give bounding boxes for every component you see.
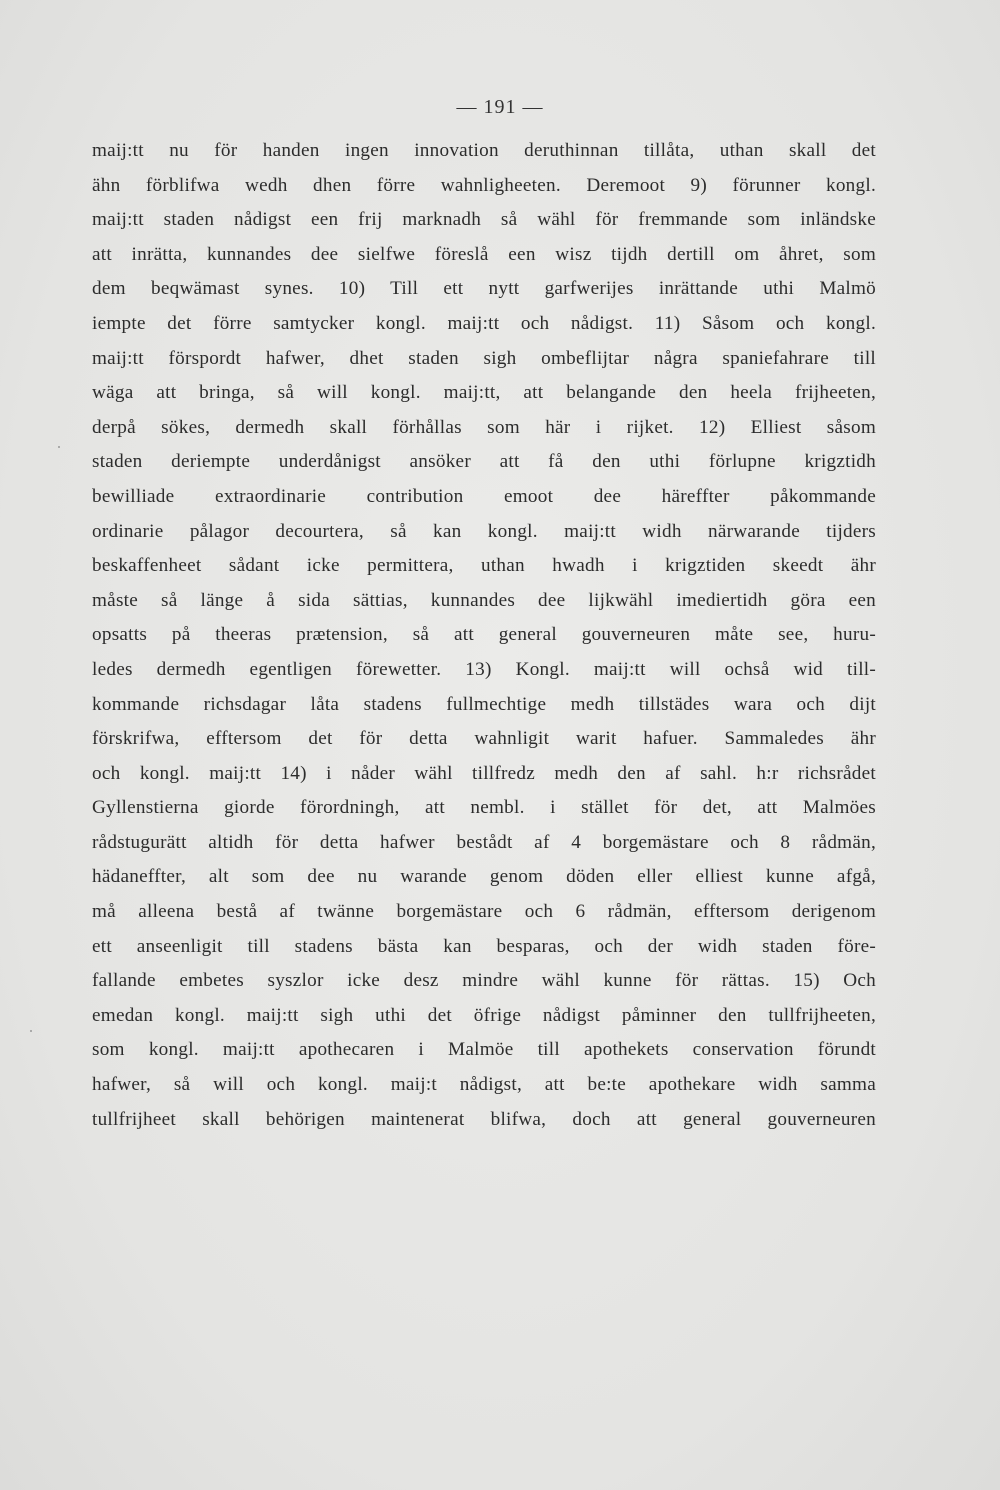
text-line: som kongl. maij:tt apothecaren i Malmöe till apothekets conservation förundt — [92, 1039, 876, 1061]
text-line: ledes dermedh egentligen förewetter. 13) Kongl. maij:tt will ochså wid till- — [92, 658, 876, 680]
text-line: att inrätta, kunnandes dee sielfwe föreslå een wisz tijdh dertill om åhret, som — [92, 243, 876, 265]
text-line: iempte det förre samtycker kongl. maij:tt och nådigst. 11) Såsom och kongl. — [92, 312, 876, 334]
text-line: opsatts på theeras prætension, så att general gouverneuren måte see, huru- — [92, 624, 876, 646]
text-line: rådstugurätt altidh för detta hafwer bestådt af 4 borgemästare och 8 rådmän, — [92, 831, 876, 853]
text-line: ett anseenligit till stadens bästa kan besparas, och der widh staden före- — [92, 935, 876, 957]
text-line: fallande embetes syszlor icke desz mindre wähl kunne för rättas. 15) Och — [92, 970, 876, 992]
text-line: kommande richsdagar låta stadens fullmechtige medh tillstädes wara och dijt — [92, 693, 876, 715]
text-line: ähn förblifwa wedh dhen förre wahnligheeten. Deremoot 9) förunner kongl. — [92, 174, 876, 196]
text-line: och kongl. maij:tt 14) i nåder wähl tillfredz medh den af sahl. h:r richsrådet — [92, 762, 876, 784]
text-line: staden deriempte underdånigst ansöker att få den uthi förlupne krigztidh — [92, 451, 876, 473]
text-line: måste så länge å sida sättias, kunnandes dee lijkwähl imediertidh göra een — [92, 589, 876, 611]
page-number: — 191 — — [456, 96, 544, 118]
paper-speck — [58, 446, 60, 448]
text-line: tullfrijheet skall behörigen maintenerat blifwa, doch att general gouverneuren — [92, 1108, 876, 1130]
text-line: förskrifwa, efftersom det för detta wahnligit warit hafuer. Sammaledes ähr — [92, 728, 876, 750]
text-line: maij:tt nu för handen ingen innovation deruthinnan tillåta, uthan skall det — [92, 140, 876, 161]
text-line: må alleena bestå af twänne borgemästare och 6 rådmän, efftersom derigenom — [92, 901, 876, 923]
text-line: ordinarie pålagor decourtera, så kan kongl. maij:tt widh närwarande tijders — [92, 520, 876, 542]
text-line: maij:tt förspordt hafwer, dhet staden sigh ombeflijtar några spaniefahrare till — [92, 347, 876, 369]
text-line: emedan kongl. maij:tt sigh uthi det öfrige nådigst påminner den tullfrijheeten, — [92, 1004, 876, 1026]
text-line: wäga att bringa, så will kongl. maij:tt, att belangande den heela frijheeten, — [92, 382, 876, 404]
text-line: dem beqwämast synes. 10) Till ett nytt garfwerijes inrättande uthi Malmö — [92, 278, 876, 300]
text-line: maij:tt staden nådigst een frij marknadh så wähl för fremmande som inländske — [92, 209, 876, 231]
text-line: bewilliade extraordinarie contribution emoot dee häreffter påkommande — [92, 485, 876, 507]
text-line: hafwer, så will och kongl. maij:t nådigst, att be:te apothekare widh samma — [92, 1074, 876, 1096]
text-line: hädaneffter, alt som dee nu warande genom döden eller elliest kunne afgå, — [92, 866, 876, 888]
text-line: beskaffenheet sådant icke permittera, uthan hwadh i krigztiden skeedt ähr — [92, 555, 876, 577]
body-text — [92, 134, 876, 1137]
paper-speck — [30, 1030, 32, 1032]
text-line: derpå sökes, dermedh skall förhållas som här i rijket. 12) Elliest såsom — [92, 416, 876, 438]
text-line: Gyllenstierna giorde förordningh, att nembl. i stället för det, att Malmöes — [92, 797, 876, 819]
